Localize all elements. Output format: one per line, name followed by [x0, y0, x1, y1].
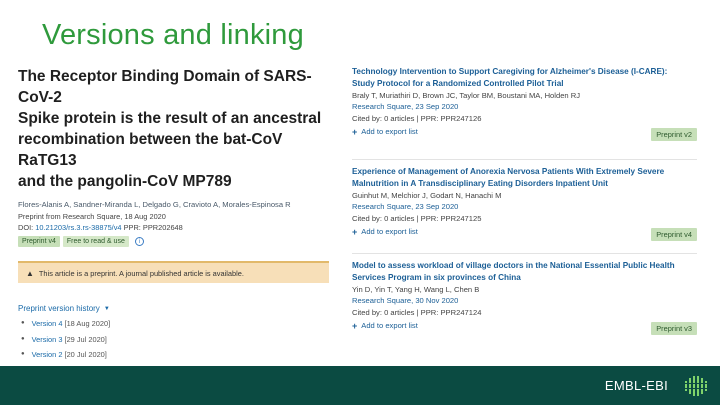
- article-title-line: The Receptor Binding Domain of SARS-CoV-2: [18, 68, 312, 106]
- preprint-warning-banner: [18, 261, 329, 283]
- result-cited: Cited by: 0 articles | PPR: PPR247125: [352, 214, 482, 224]
- info-icon[interactable]: i: [135, 237, 144, 246]
- result-authors: Braly T, Muriathiri D, Brown JC, Taylor BM, Boustani MA, Holden RJ: [352, 90, 581, 100]
- result-cited: Cited by: 0 articles | PPR: PPR247124: [352, 308, 482, 318]
- version-link[interactable]: Version 2: [31, 350, 63, 359]
- result-item: [352, 66, 697, 160]
- result-authors: Guinhut M, Melchior J, Godart N, Hanachi M: [352, 190, 502, 200]
- preprint-version-badge: Preprint v4: [651, 228, 697, 241]
- export-label: Add to export list: [361, 126, 418, 136]
- version-history-toggle[interactable]: [18, 304, 333, 313]
- version-date: [18 Aug 2020]: [64, 319, 111, 328]
- article-meta: [18, 212, 333, 233]
- result-title-line: Malnutrition in A Transdisciplinary Eating Disorders Inpatient Unit: [352, 178, 608, 188]
- export-label: Add to export list: [361, 320, 418, 330]
- article-title-line: and the pangolin-CoV MP789: [18, 173, 232, 190]
- result-title-line: Experience of Management of Anorexia Nervosa Patients With Extremely Severe: [352, 167, 665, 176]
- result-source[interactable]: Research Square, 23 Sep 2020: [352, 102, 459, 112]
- version-date: [20 Jul 2020]: [64, 350, 107, 359]
- article-badges: [18, 236, 333, 247]
- result-authors: Yin D, Yin T, Yang H, Wang L, Chen B: [352, 284, 480, 294]
- article-title-line: Spike protein is the result of an ancestral: [18, 110, 322, 127]
- doi-link[interactable]: 10.21203/rs.3.rs-38875/v4: [35, 222, 122, 232]
- footer-bar: [0, 366, 720, 405]
- preprint-version-badge: Preprint v3: [651, 322, 697, 335]
- bullet-icon: ●: [21, 351, 25, 357]
- result-item: [352, 254, 697, 348]
- bullet-icon: ●: [21, 335, 25, 342]
- free-to-read-badge: Free to read & use: [63, 236, 129, 247]
- version-date: [29 Jul 2020]: [64, 334, 107, 344]
- article-panel: [18, 66, 333, 381]
- version-history-title: Preprint version history: [18, 304, 100, 313]
- version-link: Version 4: [31, 319, 63, 328]
- preprint-version-badge: Preprint v2: [651, 128, 697, 141]
- result-source[interactable]: Research Square, 30 Nov 2020: [352, 296, 459, 306]
- doi-line: [18, 223, 333, 234]
- version-item: [18, 335, 333, 351]
- result-title[interactable]: [352, 260, 697, 284]
- preprint-version-badge: Preprint v4: [18, 236, 60, 247]
- add-to-export-button[interactable]: [352, 226, 697, 238]
- article-authors[interactable]: Flores-Alanis A, Sandner-Miranda L, Delgado G, Cravioto A, Morales-Espinosa R: [18, 200, 291, 209]
- result-title[interactable]: [352, 166, 697, 190]
- results-list: [352, 66, 697, 348]
- result-title[interactable]: [352, 66, 697, 90]
- add-to-export-button[interactable]: [352, 320, 697, 332]
- slide-title: Versions and linking: [42, 19, 304, 51]
- result-title-line: Services Program in six provinces of China: [352, 272, 521, 282]
- preprint-from: Preprint from Research Square, 18 Aug 2020: [18, 212, 166, 221]
- ppr-id: PPR: PPR202648: [123, 222, 183, 232]
- doi-label: DOI:: [18, 222, 34, 232]
- article-title: [18, 66, 333, 192]
- article-title-line: recombination between the bat-CoV RaTG13: [18, 131, 283, 169]
- result-title-line: Model to assess workload of village doctors in the National Essential Public Health: [352, 261, 675, 270]
- warning-text: This article is a preprint. A journal published article is available.: [38, 268, 244, 278]
- embl-ebi-logo-icon: [682, 373, 708, 399]
- warning-icon: ▲: [26, 268, 34, 278]
- plus-icon: +: [352, 226, 358, 237]
- result-title-line: Study Protocol for a Randomized Controlled Pilot Trial: [352, 78, 564, 88]
- export-label: Add to export list: [361, 226, 418, 236]
- version-link[interactable]: Version 3: [31, 334, 63, 344]
- plus-icon: +: [352, 126, 358, 137]
- add-to-export-button[interactable]: [352, 126, 697, 138]
- result-source[interactable]: Research Square, 23 Sep 2020: [352, 202, 459, 212]
- result-item: [352, 160, 697, 254]
- version-item: [18, 319, 333, 335]
- result-title-line: Technology Intervention to Support Caregiving for Alzheimer's Disease (I-CARE):: [352, 67, 668, 76]
- plus-icon: +: [352, 320, 358, 331]
- embl-ebi-logo-text: EMBL-EBI: [604, 378, 668, 393]
- version-item: [18, 350, 333, 366]
- bullet-icon: ●: [21, 320, 25, 326]
- chevron-down-icon: ▼: [103, 305, 110, 312]
- result-cited: Cited by: 0 articles | PPR: PPR247126: [352, 114, 482, 124]
